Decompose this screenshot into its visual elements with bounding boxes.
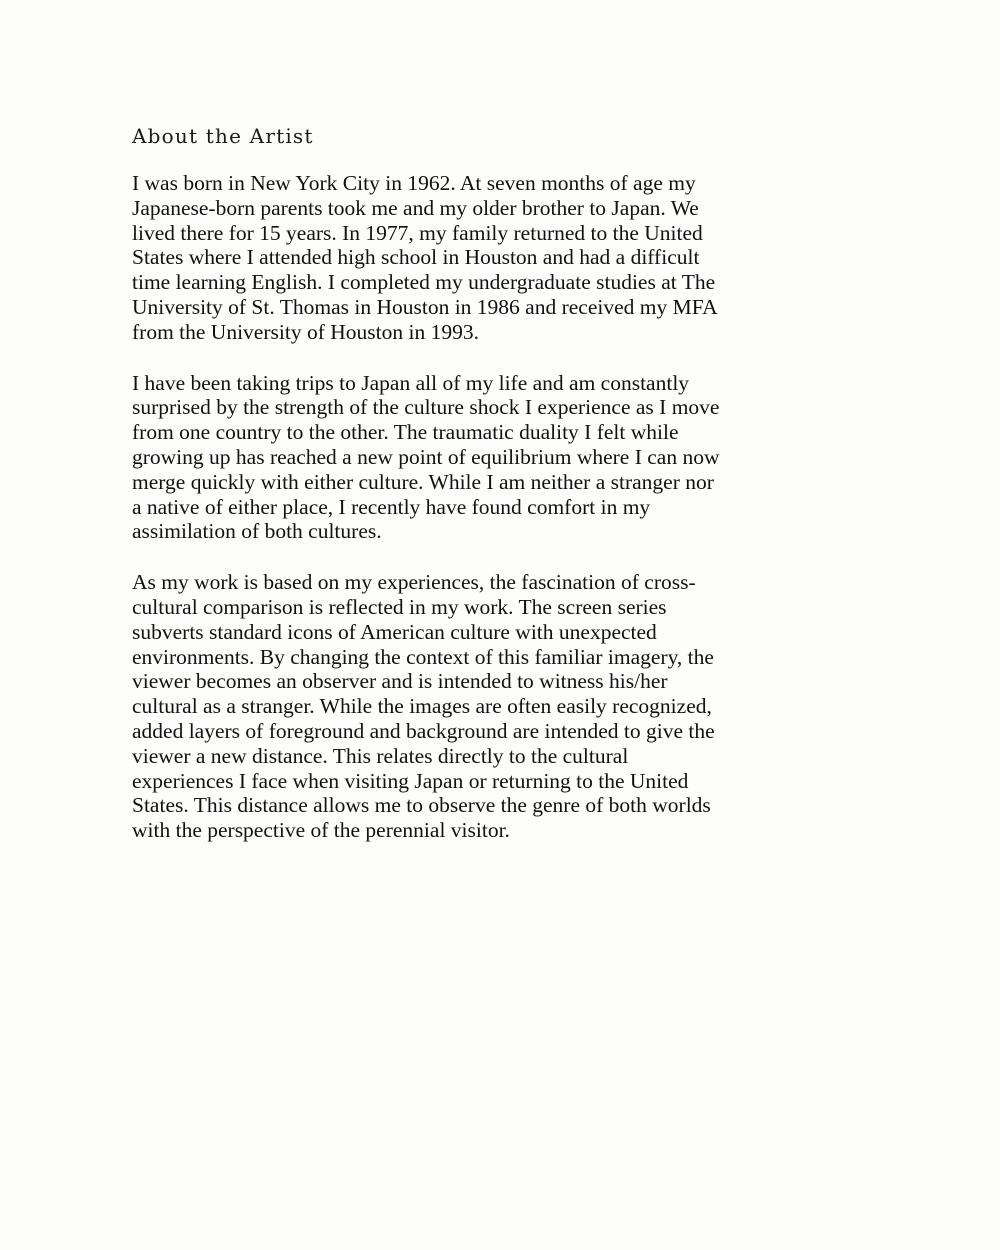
- text-line: merge quickly with either culture. While I am neither a stranger nor: [132, 469, 714, 494]
- text-line: a native of either place, I recently have found comfort in my: [132, 494, 651, 519]
- text-line: I was born in New York City in 1962. At seven months of age my: [132, 171, 696, 195]
- text-line: lived there for 15 years. In 1977, my family returned to the United: [132, 220, 703, 245]
- text-line: time learning English. I completed my undergraduate studies at The: [132, 270, 716, 295]
- text-line: Japanese-born parents took me and my older brother to Japan. We: [132, 195, 699, 220]
- text-line: viewer becomes an observer and is intended to witness his/her: [132, 669, 668, 694]
- text-line: with the perspective of the perennial visitor.: [132, 818, 510, 843]
- text-line: assimilation of both cultures.: [132, 519, 382, 544]
- text-line: subverts standard icons of American culture with unexpected: [132, 619, 657, 644]
- paragraph-2: [132, 371, 847, 545]
- text-line: States. This distance allows me to observe the genre of both worlds: [132, 793, 711, 818]
- text-line: added layers of foreground and background are intended to give the: [132, 718, 715, 743]
- paragraph-3: [132, 570, 847, 843]
- text-line: cultural as a stranger. While the images are often easily recognized,: [132, 694, 712, 719]
- paragraph-1: [132, 171, 847, 345]
- text-line: University of St. Thomas in Houston in 1986 and received my MFA: [132, 294, 718, 319]
- text-line: I have been taking trips to Japan all of my life and am constantly: [132, 370, 690, 395]
- document-body: [132, 171, 847, 869]
- text-line: States where I attended high school in Houston and had a difficult: [132, 245, 700, 270]
- text-line: As my work is based on my experiences, the fascination of cross-: [132, 570, 696, 595]
- text-line: from the University of Houston in 1993.: [132, 319, 479, 344]
- text-line: from one country to the other. The traumatic duality I felt while: [132, 420, 679, 445]
- text-line: growing up has reached a new point of equilibrium where I can now: [132, 444, 720, 469]
- document-title: About the Artist: [132, 124, 314, 148]
- text-line: environments. By changing the context of this familiar imagery, the: [132, 644, 714, 669]
- text-line: cultural comparison is reflected in my work. The screen series: [132, 594, 667, 619]
- text-line: experiences I face when visiting Japan or returning to the United: [132, 768, 689, 793]
- text-line: surprised by the strength of the culture shock I experience as I move: [132, 395, 720, 420]
- text-line: viewer a new distance. This relates directly to the cultural: [132, 743, 629, 768]
